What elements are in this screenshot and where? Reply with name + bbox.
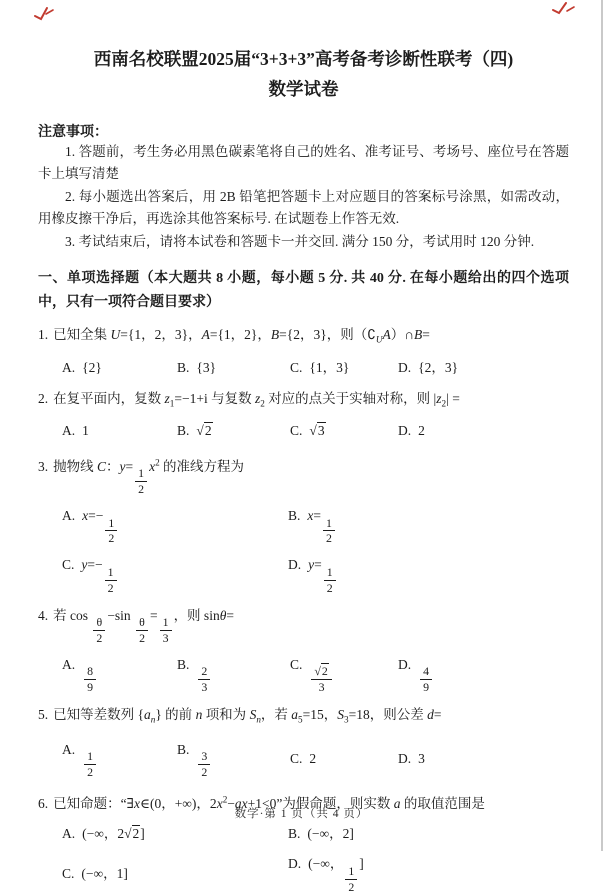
question-5 [38, 704, 569, 780]
question-4-options [38, 654, 569, 695]
option-d [288, 554, 569, 595]
option-label: B. [177, 656, 190, 672]
option-b [177, 420, 290, 442]
question-3-options-row1 [38, 505, 569, 546]
option-label: D. [398, 751, 412, 767]
question-1-stem [38, 324, 569, 351]
question-2 [38, 388, 569, 443]
question-3 [38, 451, 569, 595]
option-label: D. [398, 359, 412, 375]
option-content: (−∞，1] [81, 865, 128, 881]
option-label: B. [177, 423, 190, 439]
question-1-options [38, 357, 569, 379]
notice-section [38, 121, 569, 254]
option-content: {1，3} [309, 359, 350, 375]
option-content: √3 [309, 423, 325, 439]
option-content: x= $\frac{1}{2}$ [307, 508, 337, 523]
option-content: $\frac{2}{3}$ [196, 657, 212, 672]
question-text: 抛物线 C：y= $\frac{1}{2}$ $x^2$ 的准线方程为 [53, 457, 245, 497]
question-6-options-row1 [38, 823, 569, 845]
option-d [288, 853, 569, 894]
option-content: {2，3} [418, 359, 459, 375]
option-content: $\frac{3}{2}$ [196, 742, 212, 757]
option-content: 2 [309, 751, 317, 767]
question-2-options [38, 420, 569, 442]
option-content: (−∞， $\frac{1}{2}$ ] [308, 856, 364, 894]
option-label: A. [62, 508, 76, 524]
question-text: 已知命题：“∃x∈(0，+∞)，$2x^2-ax+1<0$”为假命题，则实数 a 的取值范围是 [53, 794, 485, 812]
option-a [62, 420, 177, 442]
option-c [290, 357, 398, 379]
option-d [398, 420, 569, 442]
option-label: C. [290, 423, 303, 439]
red-grader-mark-icon [551, 1, 577, 16]
option-label: C. [62, 557, 75, 573]
option-content: {3} [196, 359, 217, 375]
option-content: √2 [196, 423, 212, 439]
notice-item-2: 2. 每小题选出答案后，用 2B 铅笔把答题卡上对应题目的答案标号涂黑，如需改动，用橡皮擦干净后，再选涂其他答案标号. 在试题卷上作答无效. [38, 188, 569, 226]
exam-title [38, 46, 569, 103]
question-number: 2. [38, 390, 49, 406]
option-c [62, 554, 288, 595]
option-label: B. [177, 741, 190, 757]
option-content: $\frac{1}{2}$ [82, 742, 98, 757]
question-number: 6. [38, 796, 49, 812]
option-content: (−∞，2] [307, 826, 354, 842]
question-6-options-row2 [38, 853, 569, 894]
option-label: C. [290, 751, 303, 767]
option-label: D. [288, 557, 302, 573]
option-content: $\frac{4}{9}$ [418, 657, 434, 672]
option-content: x=− $\frac{1}{2}$ [82, 508, 119, 523]
option-content: y= $\frac{1}{2}$ [308, 557, 338, 572]
notice-item-1: 1. 答题前，考生务必用黑色碳素笔将自己的姓名、准考证号、考场号、座位号在答题卡上填写清楚 [38, 143, 569, 181]
option-label: B. [177, 359, 190, 375]
exam-title-line1: 西南名校联盟2025届“3+3+3”高考备考诊断性联考（四) [93, 49, 514, 69]
option-b [288, 823, 569, 845]
option-a [62, 654, 177, 695]
option-c [290, 654, 398, 695]
question-number: 1. [38, 327, 49, 342]
option-d [398, 748, 569, 770]
option-b [177, 654, 290, 695]
question-4-stem [38, 605, 569, 646]
option-content: y=− $\frac{1}{2}$ [81, 557, 118, 572]
option-c [290, 420, 398, 442]
question-number: 4. [38, 607, 49, 623]
option-label: A. [62, 826, 76, 842]
option-a [62, 505, 288, 546]
option-label: A. [62, 423, 76, 439]
option-content: $\frac{√2}{3}$ [309, 657, 333, 672]
option-a [62, 823, 288, 845]
section-heading: 一、单项选择题（本大题共 8 小题，每小题 5 分. 共 40 分. 在每小题给出的四个选项中，只有一项符合题目要求） [38, 271, 569, 310]
option-label: D. [398, 656, 412, 672]
question-text: 已知全集 U={1，2，3}，A={1，2}，B={2，3}，则$(∁_UA)\cap B=$ [53, 327, 430, 345]
option-label: D. [398, 423, 412, 439]
question-5-stem [38, 704, 569, 731]
option-content: (−∞，2√2] [82, 826, 145, 842]
option-c [62, 863, 288, 885]
option-content: {2} [82, 359, 102, 375]
option-d [398, 654, 569, 695]
option-a [62, 357, 177, 379]
option-label: B. [288, 826, 301, 842]
option-content: 3 [418, 751, 425, 767]
question-5-options [38, 739, 569, 780]
option-c [290, 748, 398, 770]
question-4 [38, 605, 569, 695]
notice-item-3: 3. 考试结束后，请将本试卷和答题卡一并交回. 满分 150 分，考试用时 120 分钟. [65, 233, 535, 249]
option-b [177, 357, 290, 379]
question-1 [38, 324, 569, 379]
question-number: 5. [38, 706, 49, 722]
option-b [177, 739, 290, 780]
option-d [398, 357, 569, 379]
question-text: 已知等差数列 $\{a_n\}$ 的前 n 项和为 $S_n$，若 $a_5=15$，$S_3=18$，则公差 d= [53, 706, 442, 725]
option-label: B. [288, 508, 301, 524]
option-content: $\frac{8}{9}$ [82, 657, 98, 672]
option-b [288, 505, 569, 546]
question-3-stem [38, 451, 569, 497]
option-label: D. [288, 856, 302, 872]
question-text: 在复平面内，复数 $z_1=-1+i$ 与复数 $z_2$ 对应的点关于实轴对称，则 $|z_2|$ = [53, 390, 460, 409]
question-3-options-row2 [38, 554, 569, 595]
option-label: C. [290, 359, 303, 375]
option-label: A. [62, 741, 76, 757]
exam-title-line2: 数学试卷 [268, 79, 339, 100]
option-label: C. [62, 865, 75, 881]
red-grader-mark-icon [33, 5, 57, 21]
option-a [62, 739, 177, 780]
page-footer: 数学·第 1 页（共 4 页） [234, 808, 369, 820]
option-label: A. [62, 359, 76, 375]
option-label: C. [290, 656, 303, 672]
question-2-stem [38, 388, 569, 415]
question-number: 3. [38, 458, 49, 474]
option-label: A. [62, 656, 76, 672]
question-text: 若 cos $\frac{\theta}{2}$ −sin $\frac{\theta}{2}$ = $\frac{1}{3}$ ，则 sinθ= [53, 607, 234, 645]
notice-heading: 注意事项： [38, 124, 108, 140]
option-content: 2 [418, 423, 425, 439]
option-content: 1 [82, 423, 89, 439]
